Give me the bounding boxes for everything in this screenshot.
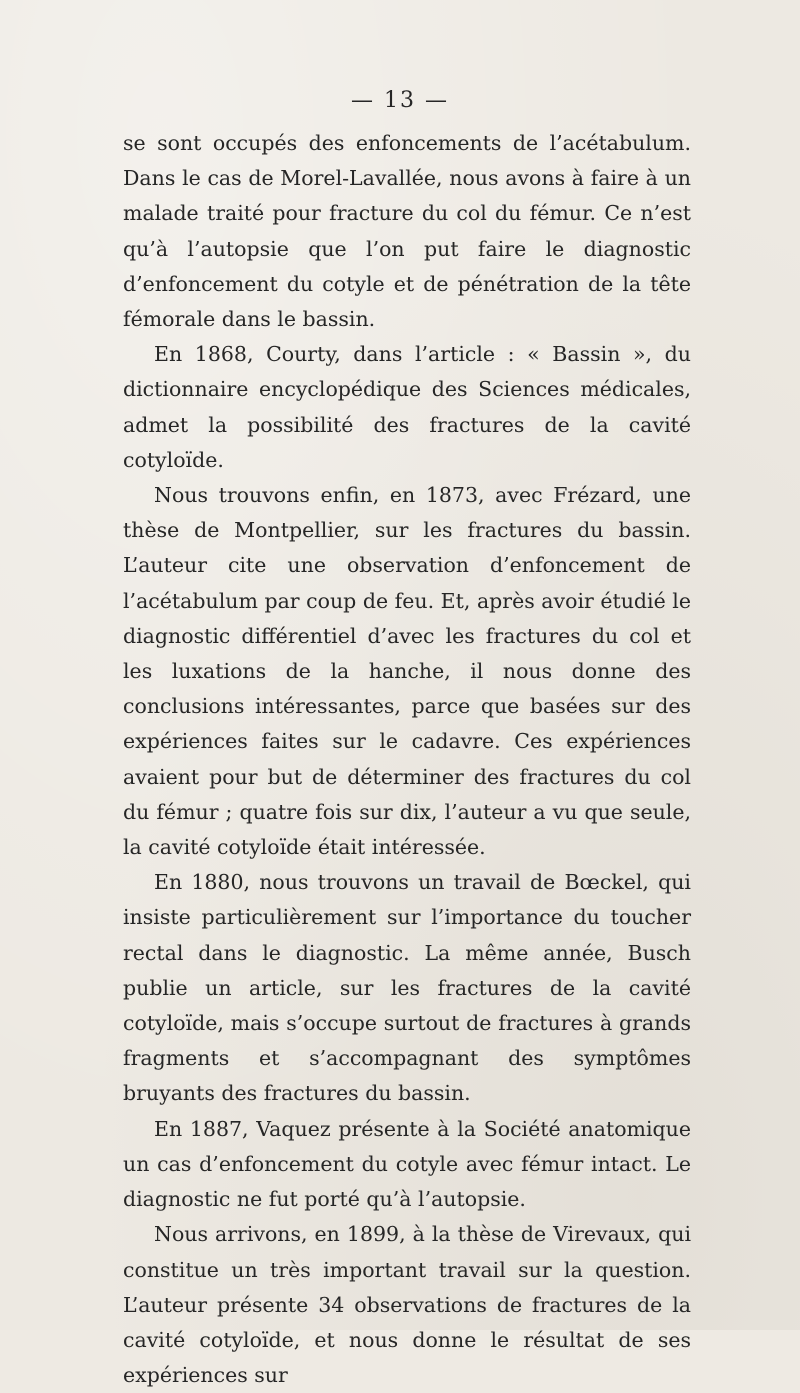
body-text [123,126,691,1393]
paragraph-vaquez-1887: En 1887, Vaquez présente à la Société anatomique un cas d’enfoncement du cotyle avec fémur intact. Le diagnostic ne fut porté qu’à l’autopsie. [123,1116,691,1212]
page-number: — 13 — [351,88,449,113]
paragraph-frezard-1873: Nous trouvons enfin, en 1873, avec Frézard, une thèse de Montpellier, sur les fractures du bassin. L’auteur cite une observation d’enfoncement de l’acétabulum par coup de feu. Et, après avoir étudié le diagnostic différentiel d’avec les fractures du col et les luxations de la hanche, il nous donne des conclusions intéressantes, parce que basées sur des expériences faites sur le cadavre. Ces expériences avaient pour but de déterminer des fractures du col du fémur ; quatre fois sur dix, l’auteur a vu que seule, la cavité cotyloïde était intéressée. [123,483,691,860]
paragraph-virevaux-1899: Nous arrivons, en 1899, à la thèse de Virevaux, qui constitue un très important travail sur la question. L’auteur présente 34 observations de fractures de la cavité cotyloïde, et nous donne le résultat de ses expériences sur [123,1222,691,1388]
paragraph-courty-1868: En 1868, Courty, dans l’article : « Bassin », du dictionnaire encyclopédique des Sciences médicales, admet la possibilité des fractures de la cavité cotyloïde. [123,342,691,472]
paragraph-continuation: se sont occupés des enfoncements de l’acétabulum. Dans le cas de Morel-Lavallée, nous avons à faire à un malade traité pour fracture du col du fémur. Ce n’est qu’à l’autopsie que l’on put faire le diagnostic d’enfoncement du cotyle et de pénétration de la tête fémorale dans le bassin. [123,131,691,332]
paragraph-boeckel-1880: En 1880, nous trouvons un travail de Bœckel, qui insiste particulièrement sur l’importance du toucher rectal dans le diagnostic. La même année, Busch publie un article, sur les fractures de la cavité cotyloïde, mais s’occupe surtout de fractures à grands fragments et s’accompagnant des symptômes bruyants des fractures du bassin. [123,870,691,1106]
